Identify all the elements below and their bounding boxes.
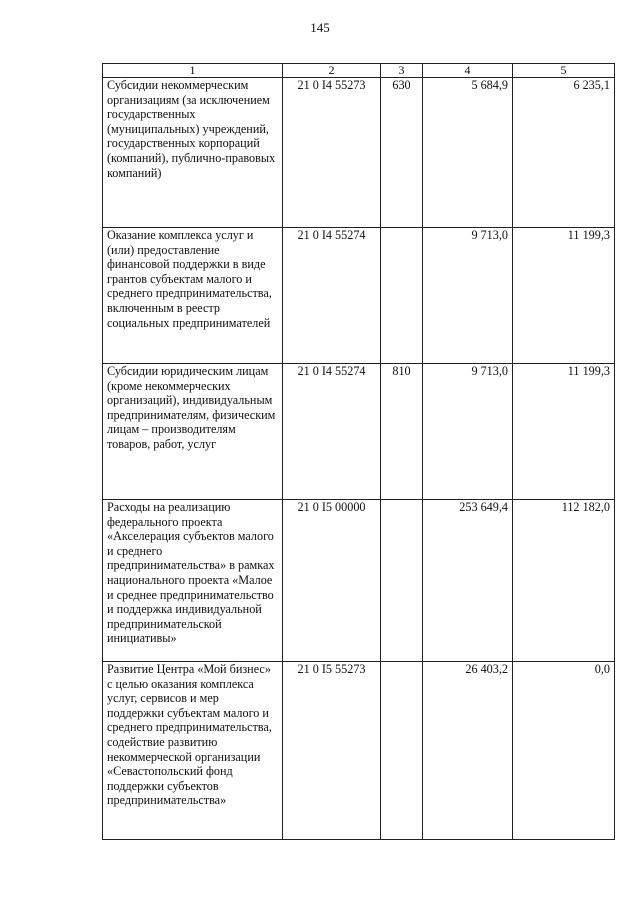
target-article-code: 21 0 I4 55274 [283, 364, 381, 500]
column-header-1: 1 [103, 64, 283, 78]
amount-col4: 5 684,9 [423, 78, 513, 228]
amount-col4: 253 649,4 [423, 500, 513, 662]
target-article-code: 21 0 I5 55273 [283, 662, 381, 840]
table-row [103, 78, 615, 228]
column-header-2: 2 [283, 64, 381, 78]
amount-col5: 112 182,0 [513, 500, 615, 662]
page-number: 145 [310, 20, 330, 35]
expense-name: Оказание комплекса услуг и (или) предоставление финансовой поддержки в виде грантов субъектам малого и среднего предпринимательства, включенным в реестр социальных предпринимателей [103, 228, 283, 364]
amount-col4: 9 713,0 [423, 228, 513, 364]
column-header-4: 4 [423, 64, 513, 78]
table-row [103, 662, 615, 840]
expense-name: Развитие Центра «Мой бизнес» с целью оказания комплекса услуг, сервисов и мер поддержки субъектам малого и среднего предпринимательства, содействие развитию некоммерческой организации «Севастопольский фонд поддержки субъектов предпринимательства» [103, 662, 283, 840]
expense-name: Субсидии юридическим лицам (кроме некоммерческих организаций), индивидуальным предпринимателям, физическим лицам – производителям товаров, работ, услуг [103, 364, 283, 500]
amount-col4: 9 713,0 [423, 364, 513, 500]
target-article-code: 21 0 I4 55273 [283, 78, 381, 228]
expense-name: Субсидии некоммерческим организациям (за исключением государственных (муниципальных) учреждений, государственных корпораций (компаний), публично-правовых компаний) [103, 78, 283, 228]
expense-type-code [381, 228, 423, 364]
expense-type-code: 630 [381, 78, 423, 228]
target-article-code: 21 0 I4 55274 [283, 228, 381, 364]
table-row [103, 364, 615, 500]
table-row [103, 500, 615, 662]
target-article-code: 21 0 I5 00000 [283, 500, 381, 662]
amount-col4: 26 403,2 [423, 662, 513, 840]
table-row [103, 228, 615, 364]
budget-table [102, 63, 615, 840]
amount-col5: 0,0 [513, 662, 615, 840]
amount-col5: 6 235,1 [513, 78, 615, 228]
expense-type-code [381, 500, 423, 662]
column-header-3: 3 [381, 64, 423, 78]
amount-col5: 11 199,3 [513, 364, 615, 500]
amount-col5: 11 199,3 [513, 228, 615, 364]
table-header-row [103, 64, 615, 78]
expense-name: Расходы на реализацию федерального проекта «Акселерация субъектов малого и среднего предпринимательства» в рамках национального проекта «Малое и среднее предпринимательство и поддержка индивидуальной предпринимательской инициативы» [103, 500, 283, 662]
expense-type-code [381, 662, 423, 840]
column-header-5: 5 [513, 64, 615, 78]
expense-type-code: 810 [381, 364, 423, 500]
